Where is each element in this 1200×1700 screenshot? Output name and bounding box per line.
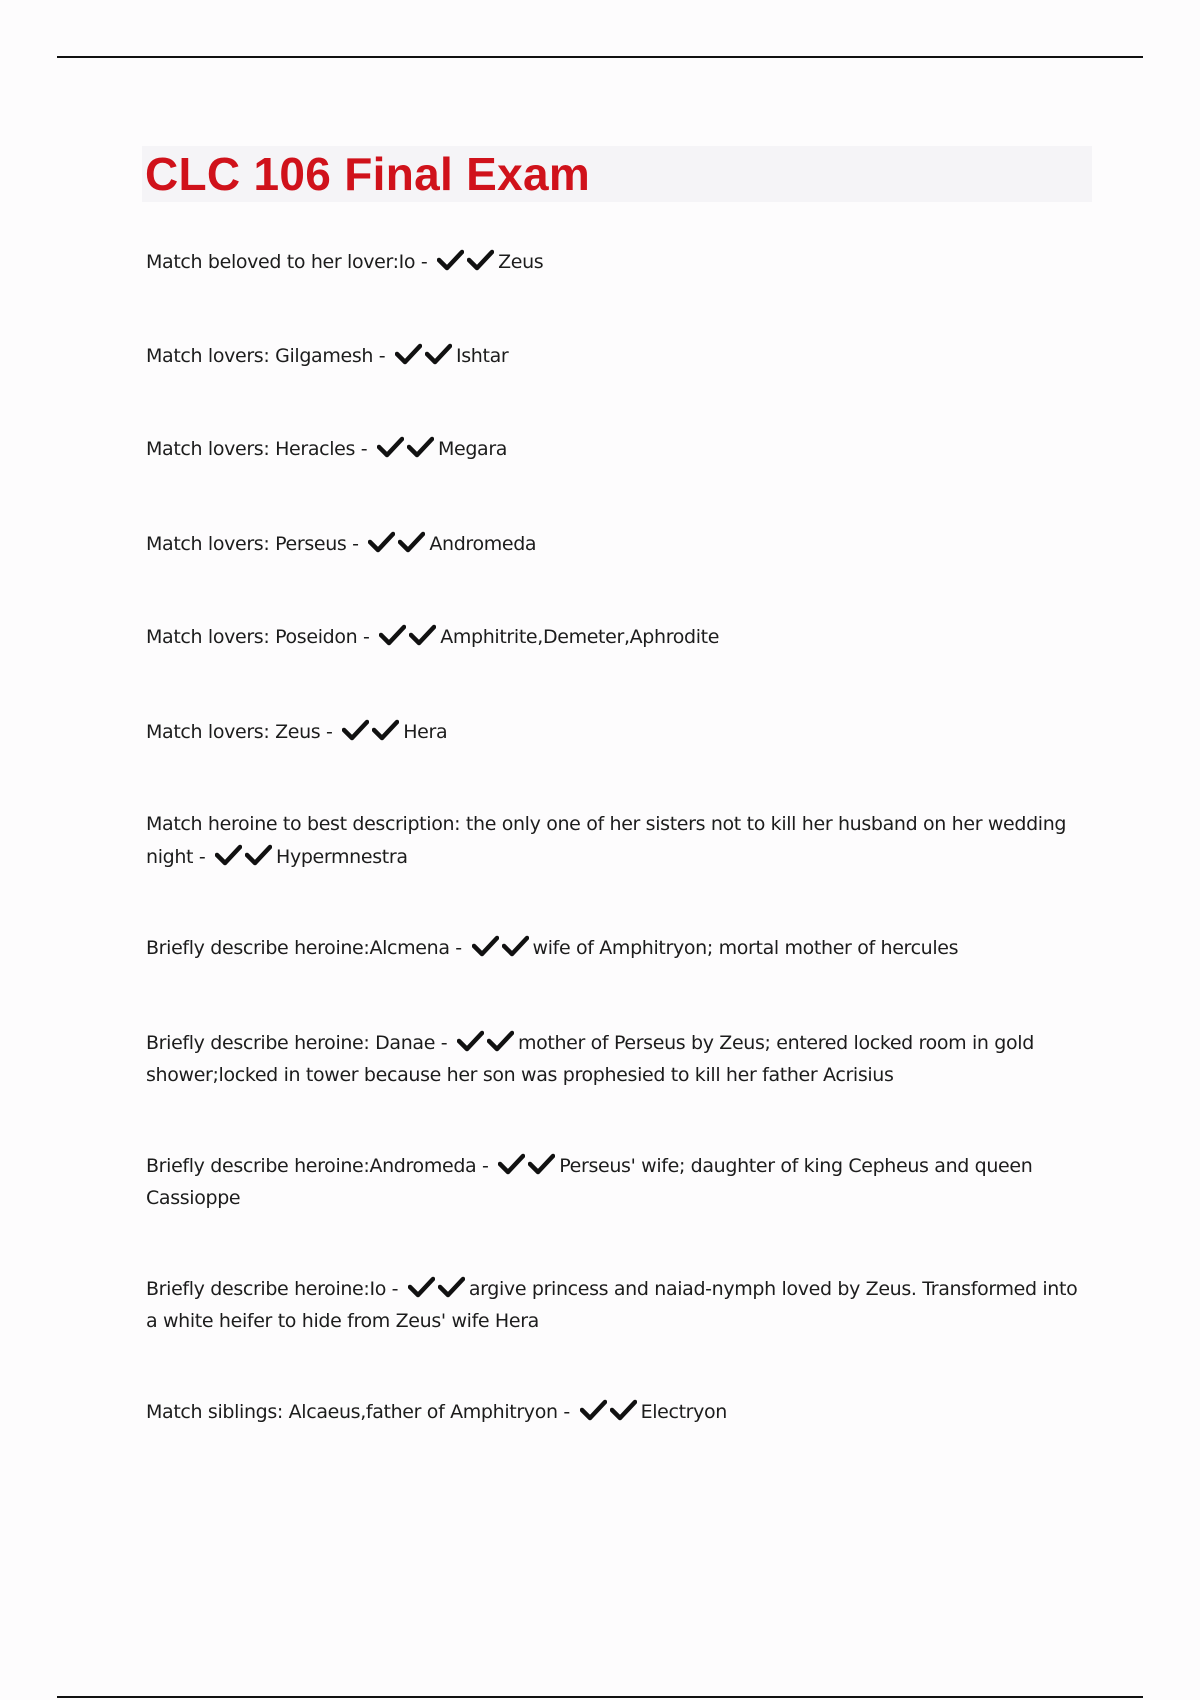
checkmark-icon [425,343,452,365]
checkmarks [498,1153,558,1184]
question-text: Match lovers: Poseidon - [146,626,376,648]
question-text: Briefly describe heroine: Danae - [146,1032,453,1054]
qa-item [146,718,1086,750]
question-text: Match lovers: Zeus - [146,721,339,743]
checkmark-icon [487,1030,514,1052]
answer-text: Zeus [498,251,544,273]
checkmarks [437,249,497,280]
checkmark-icon [580,1399,607,1421]
question-text: Match lovers: Gilgamesh - [146,345,391,367]
checkmarks [472,935,532,966]
checkmark-icon [407,436,434,458]
checkmarks [580,1399,640,1430]
answer-text: Electryon [640,1401,728,1423]
checkmark-icon [528,1153,555,1175]
checkmark-icon [457,1030,484,1052]
top-rule [57,56,1143,58]
checkmark-icon [409,624,436,646]
checkmarks [377,436,437,467]
checkmarks [342,719,402,750]
question-text: Match lovers: Perseus - [146,533,365,555]
question-text: Briefly describe heroine:Io - [146,1278,404,1300]
page-title: CLC 106 Final Exam [145,148,591,200]
question-text: Briefly describe heroine:Andromeda - [146,1155,495,1177]
checkmark-icon [342,719,369,741]
answer-text: wife of Amphitryon; mortal mother of hercules [532,937,959,959]
checkmark-icon [368,531,395,553]
checkmarks [379,624,439,655]
question-text: Match lovers: Heracles - [146,438,373,460]
qa-item [146,248,1086,280]
qa-item [146,435,1086,467]
qa-item [146,1398,1086,1430]
checkmark-icon [395,343,422,365]
answer-text: mother of Perseus by Zeus; entered locked room in gold shower;locked in tower because her son was prophesied to kill her father Acrisius [146,1032,1034,1086]
checkmark-icon [398,531,425,553]
checkmark-icon [372,719,399,741]
qa-item [146,342,1086,374]
checkmark-icon [245,844,272,866]
checkmark-icon [377,436,404,458]
answer-text: Hypermnestra [276,846,408,868]
checkmark-icon [502,935,529,957]
checkmarks [215,844,275,877]
qa-item [146,530,1086,562]
checkmarks [395,343,455,374]
checkmark-icon [610,1399,637,1421]
checkmark-icon [438,1276,465,1298]
answer-text: Hera [403,721,448,743]
checkmark-icon [215,844,242,866]
question-text: Match heroine to best description: the only one of her sisters not to kill her husband on her wedding night - [146,813,1067,868]
answer-text: argive princess and naiad-nymph loved by Zeus. Transformed into a white heifer to hide from Zeus' wife Hera [146,1278,1078,1332]
checkmark-icon [467,249,494,271]
qa-item [146,1275,1086,1336]
answer-text: Ishtar [455,345,509,367]
answer-text: Megara [437,438,508,460]
answer-text: Andromeda [429,533,537,555]
checkmarks [368,531,428,562]
qa-item [146,934,1086,966]
checkmarks [408,1276,468,1307]
question-text: Briefly describe heroine:Alcmena - [146,937,468,959]
checkmark-icon [437,249,464,271]
checkmarks [457,1030,517,1061]
qa-item [146,1029,1086,1090]
checkmark-icon [472,935,499,957]
bottom-rule [57,1696,1143,1698]
answer-text: Perseus' wife; daughter of king Cepheus and queen Cassioppe [146,1155,1033,1209]
qa-item [146,623,1086,655]
qa-item [146,1152,1086,1213]
checkmark-icon [379,624,406,646]
qa-item [146,808,1086,877]
checkmark-icon [408,1276,435,1298]
question-text: Match siblings: Alcaeus,father of Amphitryon - [146,1401,576,1423]
question-text: Match beloved to her lover:Io - [146,251,434,273]
checkmark-icon [498,1153,525,1175]
answer-text: Amphitrite,Demeter,Aphrodite [440,626,720,648]
